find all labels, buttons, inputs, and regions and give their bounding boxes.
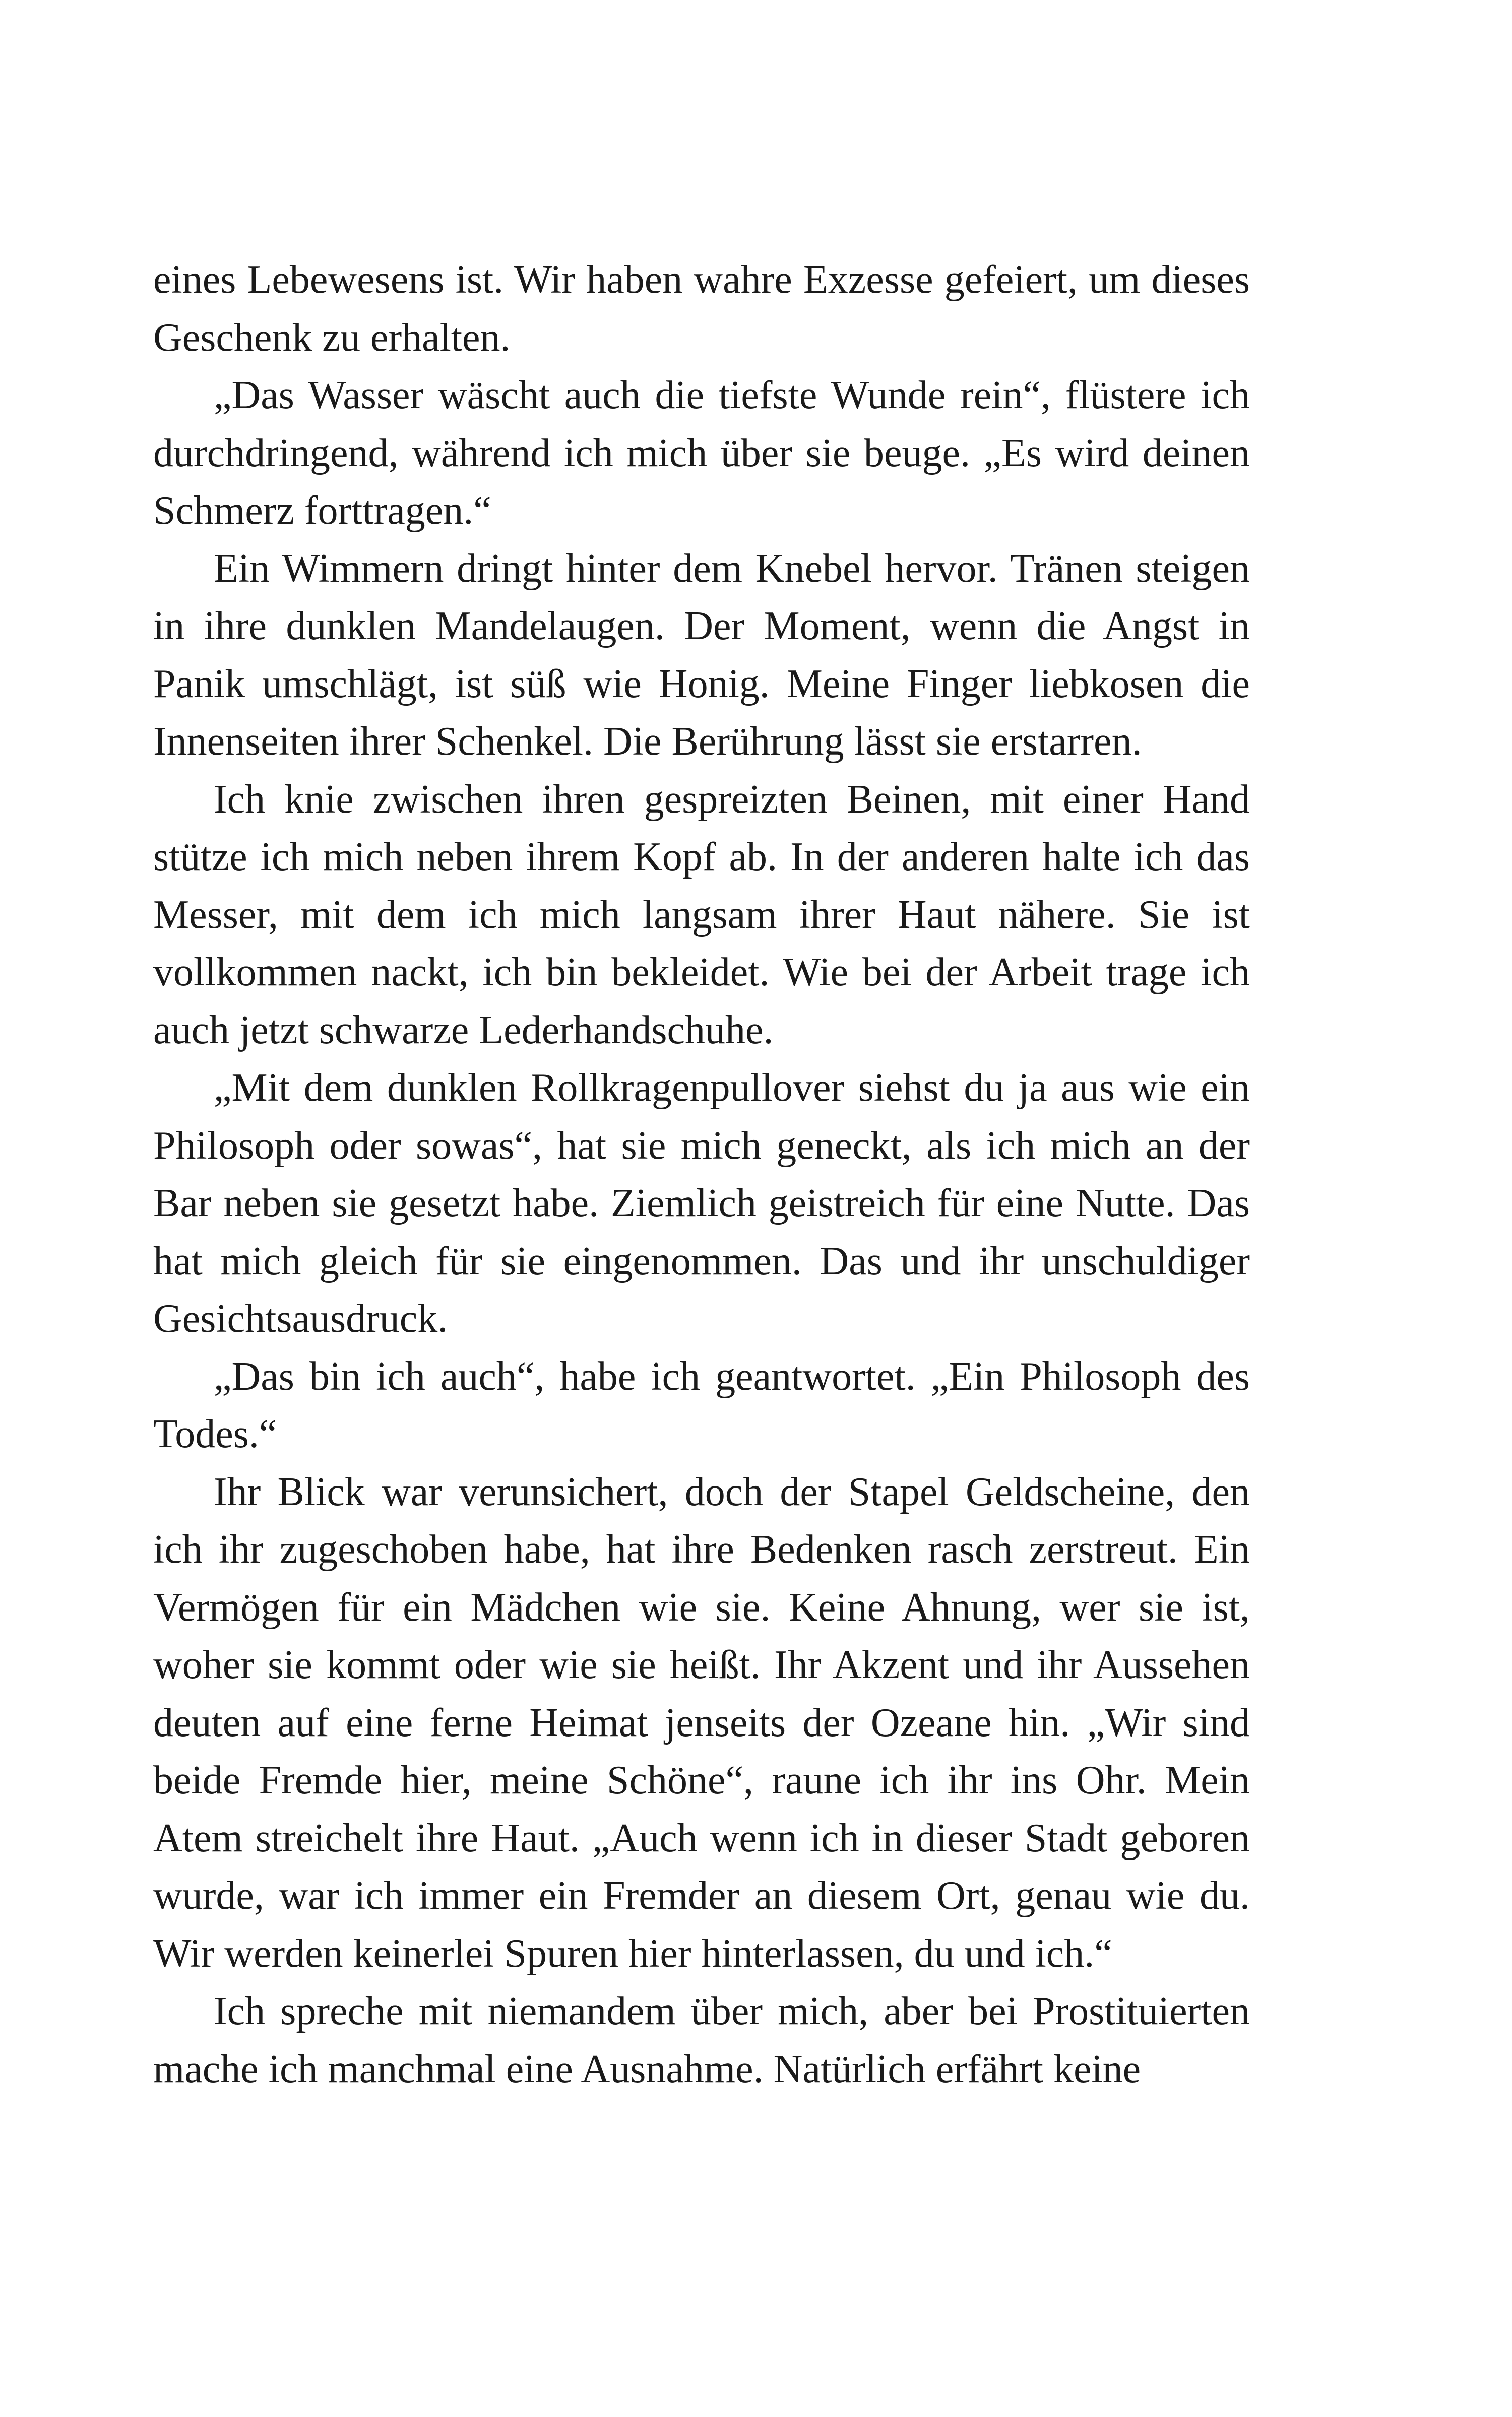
paragraph-8: Ich spreche mit niemandem über mich, aber bei Prostituierten mache ich manchmal eine Ausnahme. Natürlich erfährt keine	[153, 1989, 1250, 2091]
paragraph-5: „Mit dem dunklen Rollkragenpullover siehst du ja aus wie ein Philosoph oder sowas“, hat sie mich geneckt, als ich mich an der Bar neben sie gesetzt habe. Ziemlich geistreich für eine Nutte. Das hat mich gleich für sie eingenommen. Das und ihr unschuldiger Gesichtsausdruck.	[153, 1066, 1250, 1341]
paragraph-2: „Das Wasser wäscht auch die tiefste Wunde rein“, flüstere ich durchdringend, während ich mich über sie beuge. „Es wird deinen Schmerz forttragen.“	[153, 373, 1250, 533]
paragraph-1: eines Lebewesens ist. Wir haben wahre Exzesse gefeiert, um dieses Geschenk zu erhalten.	[153, 258, 1250, 360]
body-text	[153, 251, 1250, 2098]
paragraph-6: „Das bin ich auch“, habe ich geantwortet. „Ein Philosoph des Todes.“	[153, 1354, 1250, 1456]
paragraph-7: Ihr Blick war verunsichert, doch der Stapel Geldscheine, den ich ihr zugeschoben habe, hat ihre Bedenken rasch zerstreut. Ein Vermögen für ein Mädchen wie sie. Keine Ahnung, wer sie ist, woher sie kommt oder wie sie heißt. Ihr Akzent und ihr Aussehen deuten auf eine ferne Heimat jenseits der Ozeane hin. „Wir sind beide Fremde hier, meine Schöne“, raune ich ihr ins Ohr. Mein Atem streichelt ihre Haut. „Auch wenn ich in dieser Stadt geboren wurde, war ich immer ein Fremder an diesem Ort, genau wie du. Wir werden keinerlei Spuren hier hinterlassen, du und ich.“	[153, 1469, 1250, 1976]
paragraph-3: Ein Wimmern dringt hinter dem Knebel hervor. Tränen steigen in ihre dunklen Mandelaugen. Der Moment, wenn die Angst in Panik umschlägt, ist süß wie Honig. Meine Finger liebkosen die Innenseiten ihrer Schenkel. Die Berührung lässt sie erstarren.	[153, 546, 1250, 764]
paragraph-4: Ich knie zwischen ihren gespreizten Beinen, mit einer Hand stütze ich mich neben ihrem Kopf ab. In der anderen halte ich das Messer, mit dem ich mich langsam ihrer Haut nähere. Sie ist vollkommen nackt, ich bin bekleidet. Wie bei der Arbeit trage ich auch jetzt schwarze Lederhandschuhe.	[153, 777, 1250, 1052]
